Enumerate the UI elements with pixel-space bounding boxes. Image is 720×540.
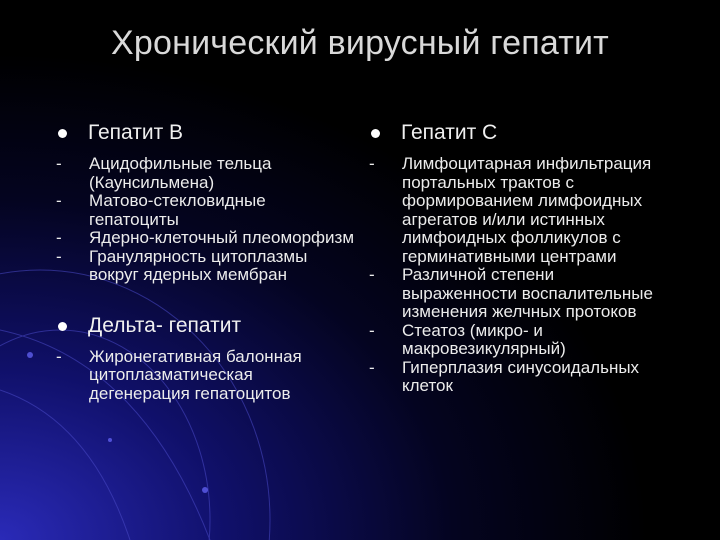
- list-item: - Стеатоз (микро- и макровезикулярный): [369, 320, 566, 358]
- dash-marker: -: [369, 265, 375, 284]
- list-item: - Матово-стекловидные гепатоциты: [56, 191, 266, 229]
- slide-title: Хронический вирусный гепатит: [111, 24, 609, 62]
- dash-marker: -: [56, 191, 62, 210]
- list-item: - Различной степени выраженности воспалительные изменения желчных протоков: [369, 265, 653, 321]
- dash-marker: -: [369, 357, 375, 377]
- list-item: - Ацидофильные тельца (Каунсильмена): [56, 154, 272, 192]
- dash-marker: -: [369, 154, 375, 173]
- bullet-icon: [58, 322, 67, 331]
- list-item: - Жиронегативная балонная цитоплазматическая дегенерация гепатоцитов: [56, 346, 302, 403]
- dash-marker: -: [56, 154, 62, 173]
- left-column: [55, 120, 355, 403]
- list-item: - Гранулярность цитоплазмы вокруг ядерных мембран: [56, 246, 308, 284]
- section-heading-hepatitis-delta: Дельта- гепатит: [55, 313, 355, 338]
- section-heading-hepatitis-c: Гепатит С: [368, 120, 668, 145]
- dash-marker: -: [56, 346, 62, 366]
- list-item: - Лимфоцитарная инфильтрация портальных трактов с формированием лимфоидных агрегатов и/или истинных лимфоидных фолликулов с герминативными центрами: [369, 154, 652, 266]
- bullet-icon: [371, 129, 380, 138]
- dash-marker: -: [56, 246, 62, 266]
- bullet-icon: [58, 129, 67, 138]
- dash-marker: -: [56, 228, 62, 247]
- list-item: - Ядерно-клеточный плеоморфизм: [56, 228, 355, 247]
- list-item: - Гиперплазия синусоидальных клеток: [369, 357, 640, 395]
- right-column: [368, 120, 668, 396]
- section-heading-hepatitis-b: Гепатит В: [55, 120, 355, 145]
- dash-marker: -: [369, 320, 375, 340]
